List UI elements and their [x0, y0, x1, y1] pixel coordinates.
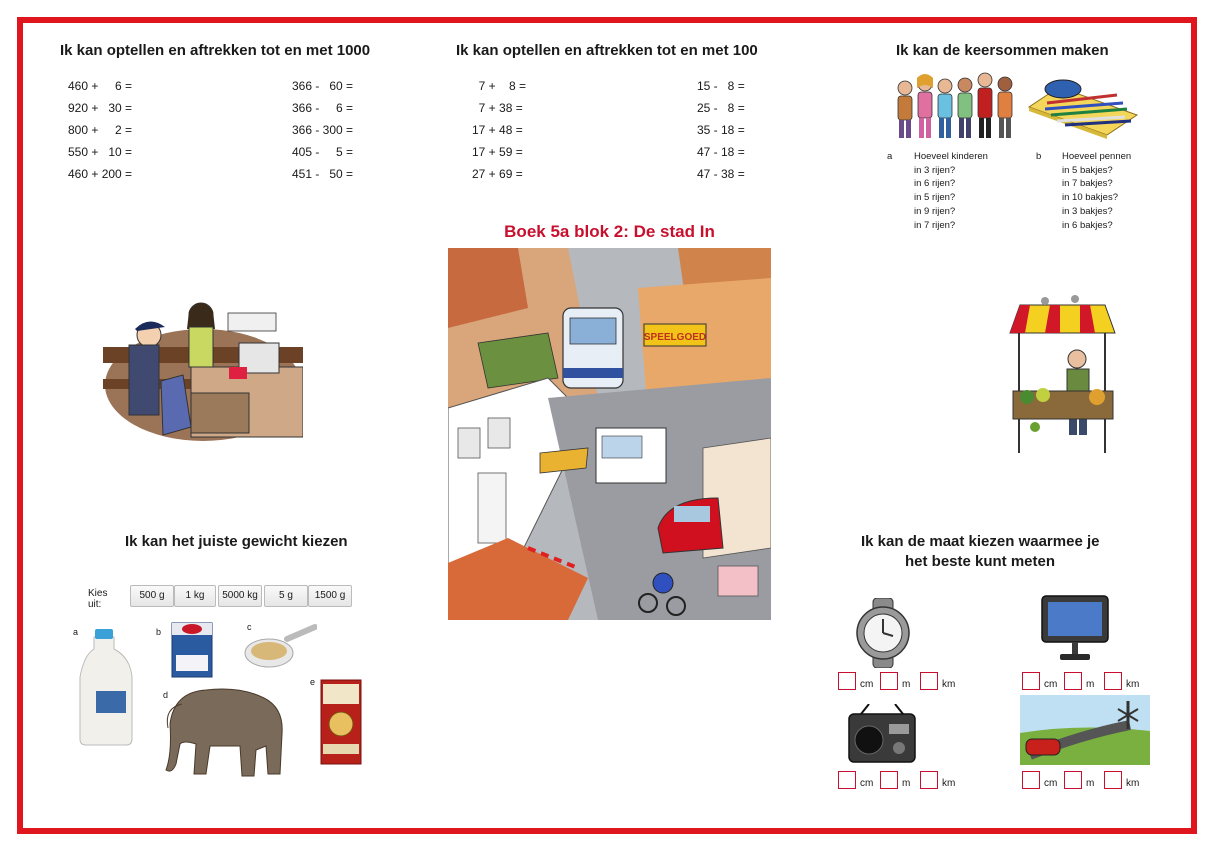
shop-counter-illustration: [103, 297, 303, 447]
unit-choice-row: [838, 771, 968, 791]
question-line: in 7 rijen?: [914, 219, 956, 231]
weight-option-chip[interactable]: 500 g: [130, 585, 174, 607]
rice-scoop-image: [243, 623, 317, 671]
question-line: in 5 bakjes?: [1062, 164, 1113, 176]
question-line: in 3 bakjes?: [1062, 205, 1113, 217]
unit-label: km: [942, 679, 956, 690]
unit-choice-row: [838, 672, 968, 692]
unit-label: m: [902, 778, 911, 789]
landscape-icon: [1020, 695, 1150, 765]
equation: 920 + 30 =: [68, 101, 133, 115]
city-street-cover-illustration: [448, 248, 771, 620]
weight-option-chip[interactable]: 1 kg: [174, 585, 216, 607]
unit-label: cm: [1044, 778, 1058, 789]
unit-checkbox[interactable]: [1064, 672, 1082, 690]
equation: 366 - 6 =: [292, 101, 354, 115]
unit-label: km: [942, 778, 956, 789]
unit-choice-row: [1022, 771, 1152, 791]
question-letter-a: a: [887, 151, 893, 162]
equation: 405 - 5 =: [292, 145, 354, 159]
unit-checkbox[interactable]: [920, 672, 938, 690]
unit-label: km: [1126, 679, 1140, 690]
section-title-measure-line1: Ik kan de maat kiezen waarmee je: [861, 533, 1100, 550]
equation: 366 - 60 =: [292, 79, 354, 93]
equation: 47 - 18 =: [697, 145, 745, 159]
equation: 366 - 300 =: [292, 123, 354, 137]
unit-checkbox[interactable]: [1022, 672, 1040, 690]
unit-choice-row: [1022, 672, 1152, 692]
unit-label: m: [1086, 679, 1095, 690]
question-line: in 7 bakjes?: [1062, 178, 1113, 190]
unit-checkbox[interactable]: [1104, 771, 1122, 789]
equation: 15 - 8 =: [697, 79, 745, 93]
equation: 451 - 50 =: [292, 167, 354, 181]
item-letter-e: e: [310, 677, 316, 687]
equation: 27 + 69 =: [472, 167, 523, 181]
pens-tray-illustration: [1027, 75, 1139, 140]
weight-option-chip[interactable]: 5 g: [264, 585, 308, 607]
unit-checkbox[interactable]: [880, 771, 898, 789]
unit-label: km: [1126, 778, 1140, 789]
unit-checkbox[interactable]: [1022, 771, 1040, 789]
section-title-add100: Ik kan optellen en aftrekken tot en met 100: [456, 42, 758, 59]
question-line: in 10 bakjes?: [1062, 192, 1118, 204]
unit-checkbox[interactable]: [1064, 771, 1082, 789]
monitor-icon: [1040, 594, 1110, 666]
children-group-illustration: [893, 68, 1023, 143]
unit-label: m: [1086, 778, 1095, 789]
equation: 7 + 38 =: [472, 101, 523, 115]
question-line: in 6 rijen?: [914, 178, 956, 190]
equation: 17 + 59 =: [472, 145, 523, 159]
weight-option-chip[interactable]: 5000 kg: [218, 585, 262, 607]
equation: 460 + 6 =: [68, 79, 133, 93]
question-line: Hoeveel pennen: [1062, 151, 1132, 162]
equation: 800 + 2 =: [68, 123, 133, 137]
unit-label: m: [902, 679, 911, 690]
item-letter-d: d: [163, 690, 169, 700]
equation: 35 - 18 =: [697, 123, 745, 137]
item-letter-b: b: [156, 627, 162, 637]
unit-label: cm: [1044, 679, 1058, 690]
unit-checkbox[interactable]: [838, 672, 856, 690]
section-title-add1000: Ik kan optellen en aftrekken tot en met 1000: [60, 42, 371, 59]
watch-icon: [851, 598, 915, 668]
section-title-measure-line2: het beste kunt meten: [905, 553, 1056, 570]
milk-jug-image: [78, 627, 134, 747]
unit-checkbox[interactable]: [920, 771, 938, 789]
question-line: in 6 bakjes?: [1062, 219, 1113, 231]
equation: 17 + 48 =: [472, 123, 523, 137]
weight-option-chip[interactable]: 1500 g: [308, 585, 352, 607]
unit-label: cm: [860, 778, 874, 789]
question-line: in 5 rijen?: [914, 192, 956, 204]
question-letter-b: b: [1036, 151, 1042, 162]
equation: 47 - 38 =: [697, 167, 745, 181]
question-line: Hoeveel kinderen: [914, 151, 988, 162]
elephant-image: [160, 684, 292, 780]
market-stall-illustration: [1005, 293, 1120, 455]
sugar-pack-image: [170, 619, 214, 679]
book-title: Boek 5a blok 2: De stad In: [504, 222, 715, 241]
unit-checkbox[interactable]: [880, 672, 898, 690]
item-letter-a: a: [73, 627, 79, 637]
unit-checkbox[interactable]: [838, 771, 856, 789]
equation: 550 + 10 =: [68, 145, 133, 159]
svg-text:SPEELGOED: SPEELGOED: [643, 332, 707, 343]
question-line: in 9 rijen?: [914, 205, 956, 217]
radio-icon: [847, 704, 917, 764]
coffee-pack-image: [319, 678, 363, 766]
section-title-weight: Ik kan het juiste gewicht kiezen: [125, 533, 348, 550]
item-letter-c: c: [247, 622, 252, 632]
equation: 7 + 8 =: [472, 79, 527, 93]
question-line: in 3 rijen?: [914, 164, 956, 176]
unit-label: cm: [860, 679, 874, 690]
equation: 25 - 8 =: [697, 101, 745, 115]
choose-label: Kies uit:: [88, 588, 108, 610]
section-title-tables: Ik kan de keersommen maken: [896, 42, 1109, 59]
unit-checkbox[interactable]: [1104, 672, 1122, 690]
equation: 460 + 200 =: [68, 167, 133, 181]
